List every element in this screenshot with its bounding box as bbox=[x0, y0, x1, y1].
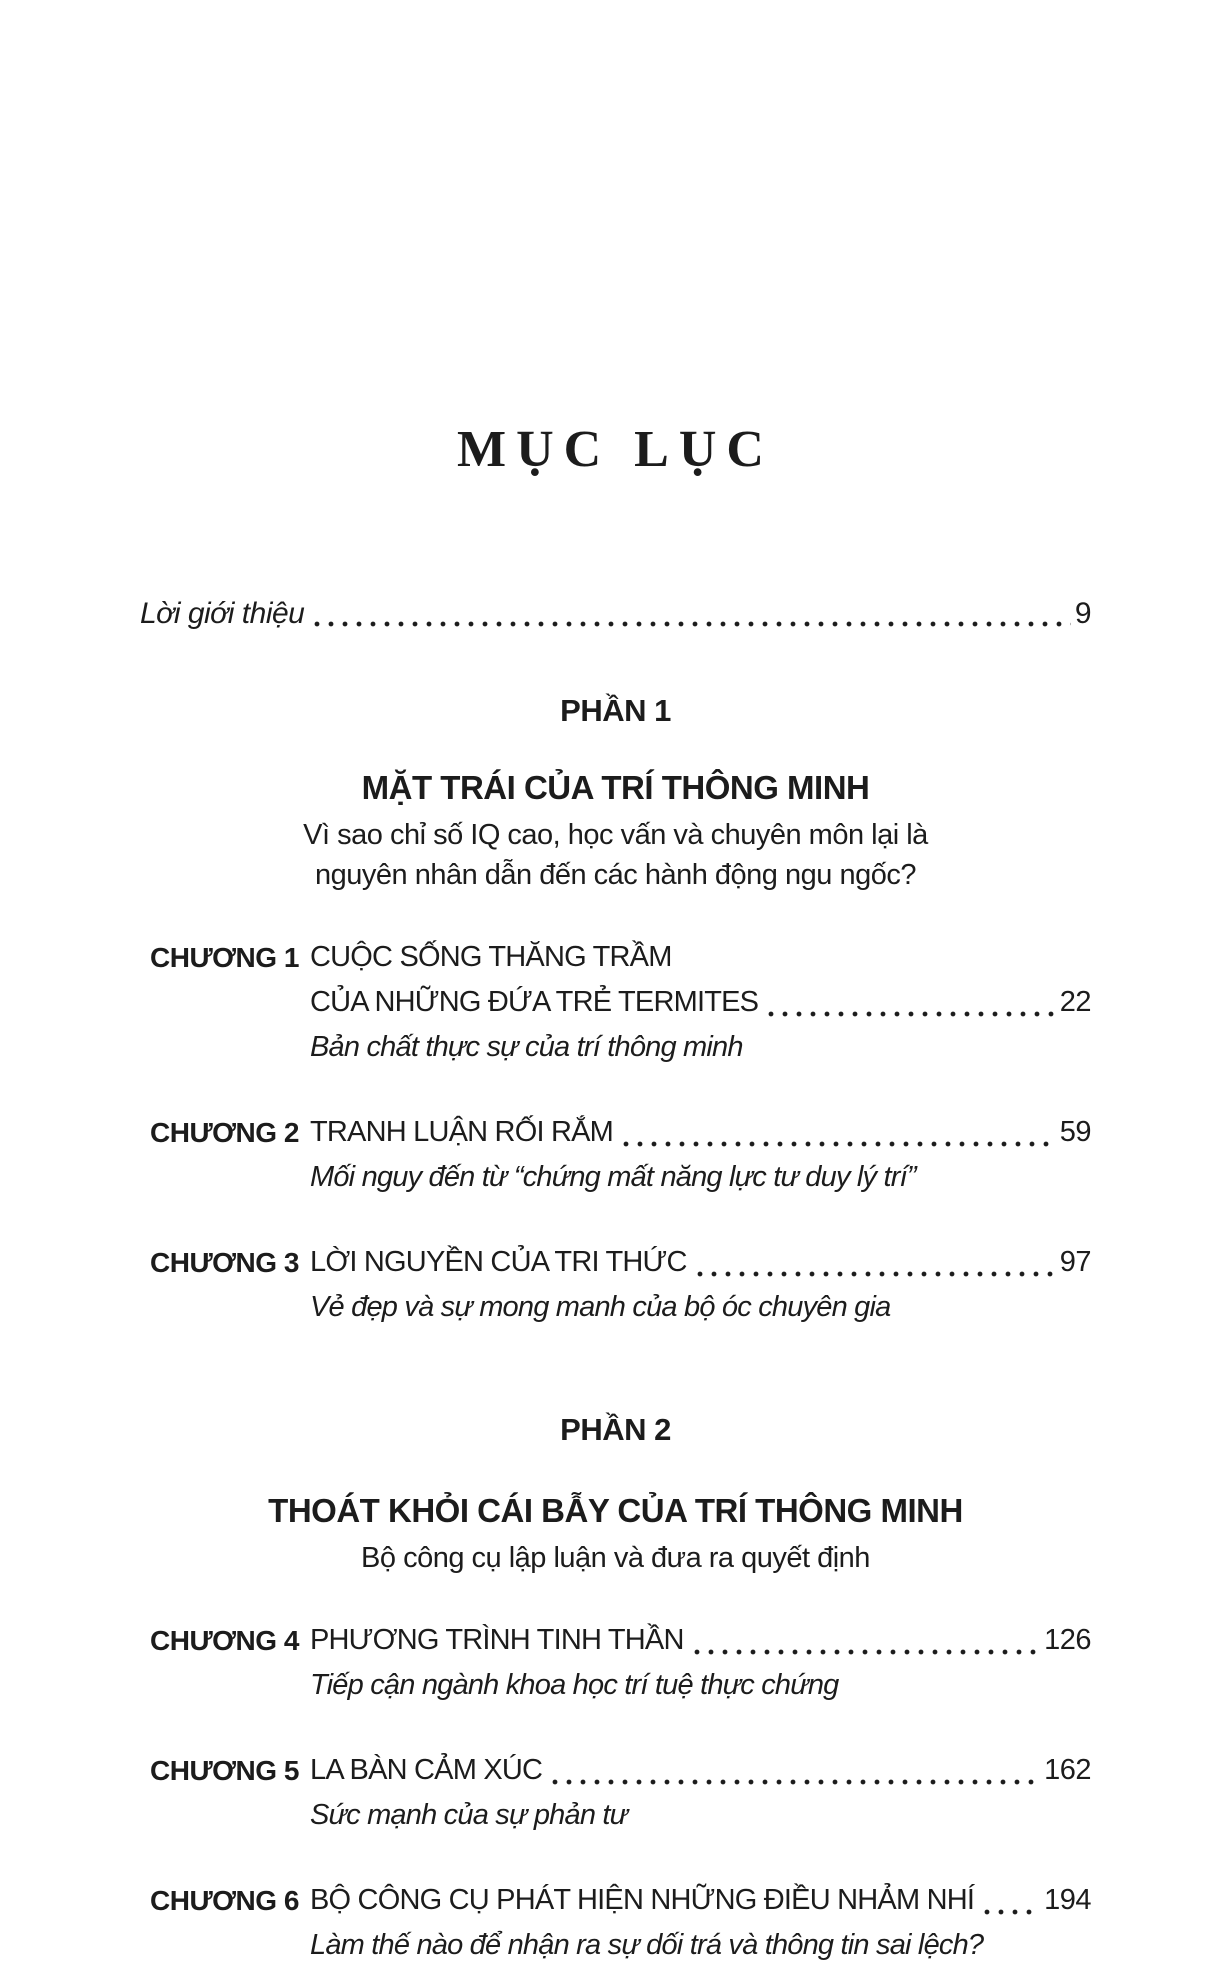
chapter-page-number: 162 bbox=[1044, 1754, 1091, 1786]
dot-leader bbox=[623, 1141, 1056, 1147]
chapter-title-text: TRANH LUẬN RỐI RẮM bbox=[310, 1116, 614, 1148]
chapter-page-number: 59 bbox=[1059, 1116, 1091, 1148]
chapter-title-lines bbox=[310, 935, 1091, 1025]
chapter-label: CHƯƠNG 5 bbox=[150, 1755, 299, 1786]
toc-parts bbox=[140, 693, 1091, 1968]
toc-chapter-row bbox=[150, 1618, 1091, 1708]
chapter-title-line bbox=[310, 980, 1091, 1025]
chapter-title-text: LA BÀN CẢM XÚC bbox=[310, 1754, 543, 1786]
chapter-subtitle: Sức mạnh của sự phản tư bbox=[310, 1799, 628, 1831]
chapter-title-lines bbox=[310, 1110, 1091, 1155]
chapter-body bbox=[310, 1240, 1091, 1330]
part-chapters bbox=[140, 1618, 1091, 1968]
dot-leader bbox=[984, 1909, 1040, 1915]
part-label: PHẦN 2 bbox=[560, 1412, 671, 1447]
toc-chapter-row bbox=[150, 1240, 1091, 1330]
intro-page-number: 9 bbox=[1074, 597, 1091, 630]
chapter-body bbox=[310, 1748, 1091, 1838]
chapter-body bbox=[310, 1878, 1091, 1968]
toc-chapter-row bbox=[150, 1110, 1091, 1200]
dot-leader bbox=[314, 621, 1070, 627]
chapter-subtitle: Mối nguy đến từ “chứng mất năng lực tư duy lý trí” bbox=[310, 1161, 916, 1193]
toc-chapter-row bbox=[150, 1878, 1091, 1968]
chapter-title-lines bbox=[310, 1618, 1091, 1663]
intro-label: Lời giới thiệu bbox=[140, 597, 305, 630]
chapter-subtitle: Làm thế nào để nhận ra sự dối trá và thông tin sai lệch? bbox=[310, 1929, 984, 1961]
chapter-title-line bbox=[310, 1748, 1091, 1793]
chapter-title-lines bbox=[310, 1240, 1091, 1285]
chapter-title-text: PHƯƠNG TRÌNH TINH THẦN bbox=[310, 1624, 684, 1656]
part-subtitle-line: Vì sao chỉ số IQ cao, học vấn và chuyên môn lại là bbox=[303, 819, 928, 851]
part-label: PHẦN 1 bbox=[560, 693, 671, 728]
chapter-body bbox=[310, 935, 1091, 1070]
chapter-page-number: 126 bbox=[1044, 1624, 1091, 1656]
toc-part bbox=[140, 693, 1091, 1330]
dot-leader bbox=[552, 1779, 1040, 1785]
chapter-label: CHƯƠNG 3 bbox=[150, 1247, 299, 1278]
chapter-page-number: 97 bbox=[1059, 1246, 1091, 1278]
chapter-title-lines bbox=[310, 1748, 1091, 1793]
chapter-title-lines bbox=[310, 1878, 1091, 1923]
chapter-title-text: BỘ CÔNG CỤ PHÁT HIỆN NHỮNG ĐIỀU NHẢM NHÍ bbox=[310, 1884, 975, 1916]
part-chapters bbox=[140, 935, 1091, 1330]
chapter-body bbox=[310, 1618, 1091, 1708]
chapter-title-line bbox=[310, 1240, 1091, 1285]
part-subtitle bbox=[140, 1538, 1091, 1578]
dot-leader bbox=[768, 1011, 1056, 1017]
chapter-subtitle: Vẻ đẹp và sự mong manh của bộ óc chuyên gia bbox=[310, 1291, 891, 1323]
part-title: MẶT TRÁI CỦA TRÍ THÔNG MINH bbox=[361, 769, 870, 806]
chapter-label: CHƯƠNG 6 bbox=[150, 1885, 299, 1916]
chapter-title-text: LỜI NGUYỀN CỦA TRI THỨC bbox=[310, 1246, 687, 1278]
part-subtitle bbox=[140, 815, 1091, 895]
chapter-subtitle: Bản chất thực sự của trí thông minh bbox=[310, 1031, 743, 1063]
chapter-body bbox=[310, 1110, 1091, 1200]
chapter-title-text: CỦA NHỮNG ĐỨA TRẺ TERMITES bbox=[310, 986, 759, 1018]
part-subtitle-line: nguyên nhân dẫn đến các hành động ngu ngốc? bbox=[315, 859, 916, 891]
toc-chapter-row bbox=[150, 935, 1091, 1070]
chapter-title-line bbox=[310, 935, 1091, 980]
dot-leader bbox=[697, 1271, 1056, 1277]
chapter-label: CHƯƠNG 1 bbox=[150, 942, 299, 973]
chapter-subtitle: Tiếp cận ngành khoa học trí tuệ thực chứng bbox=[310, 1669, 839, 1701]
toc-chapter-row bbox=[150, 1748, 1091, 1838]
part-title: THOÁT KHỎI CÁI BẪY CỦA TRÍ THÔNG MINH bbox=[268, 1492, 963, 1529]
chapter-title-text: CUỘC SỐNG THĂNG TRẦM bbox=[310, 941, 672, 973]
dot-leader bbox=[694, 1649, 1040, 1655]
chapter-title-line bbox=[310, 1618, 1091, 1663]
chapter-label: CHƯƠNG 4 bbox=[150, 1625, 299, 1656]
part-subtitle-line: Bộ công cụ lập luận và đưa ra quyết định bbox=[361, 1542, 870, 1574]
chapter-title-line bbox=[310, 1878, 1091, 1923]
toc-intro-row bbox=[140, 597, 1091, 631]
page-title: MỤC LỤC bbox=[457, 421, 774, 478]
chapter-page-number: 194 bbox=[1044, 1884, 1091, 1916]
chapter-label: CHƯƠNG 2 bbox=[150, 1117, 299, 1148]
chapter-title-line bbox=[310, 1110, 1091, 1155]
toc-part bbox=[140, 1412, 1091, 1968]
chapter-page-number: 22 bbox=[1059, 986, 1091, 1018]
